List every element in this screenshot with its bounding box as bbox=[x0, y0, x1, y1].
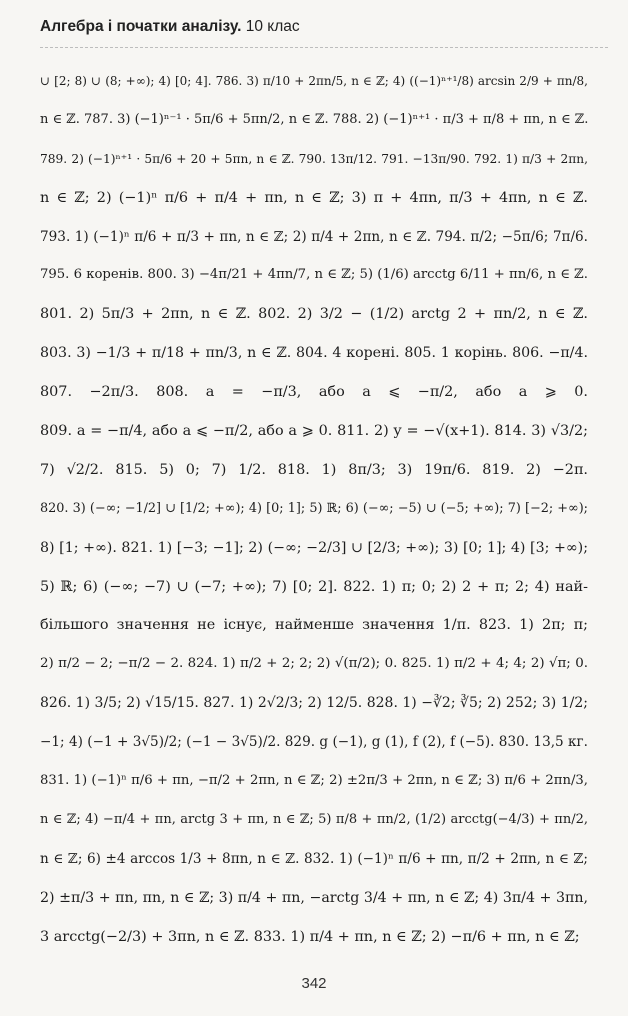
answer-line: 7) √2/2. 815. 5) 0; 7) 1/2. 818. 1) 8π/3; 3) 19π/6. 819. 2) −2π. bbox=[40, 461, 588, 478]
answer-line: 801. 2) 5π/3 + 2πn, n ∈ ℤ. 802. 2) 3/2 − (1/2) arctg 2 + πn/2, n ∈ ℤ. bbox=[40, 306, 588, 323]
answer-line: 795. 6 коренів. 800. 3) −4π/21 + 4πn/7, n ∈ ℤ; 5) (1/6) arcctg 6/11 + πn/6, n ∈ ℤ. bbox=[40, 267, 588, 283]
answer-line: 5) ℝ; 6) (−∞; −7) ∪ (−7; +∞); 7) [0; 2]. 822. 1) π; 0; 2) 2 + π; 2; 4) най- bbox=[40, 578, 588, 595]
answer-line: 803. 3) −1/3 + π/18 + πn/3, n ∈ ℤ. 804. 4 корені. 805. 1 корінь. 806. −π/4. bbox=[40, 345, 588, 362]
answer-line: 831. 1) (−1)ⁿ π/6 + πn, −π/2 + 2πn, n ∈ ℤ; 2) ±2π/3 + 2πn, n ∈ ℤ; 3) π/6 + 2πn/3, bbox=[40, 773, 588, 789]
page-number: 342 bbox=[301, 975, 327, 992]
answer-line: n ∈ ℤ; 2) (−1)ⁿ π/6 + π/4 + πn, n ∈ ℤ; 3) π + 4πn, π/3 + 4πn, n ∈ ℤ. bbox=[40, 189, 588, 206]
answers-block bbox=[40, 62, 588, 956]
answer-line: 8) [1; +∞). 821. 1) [−3; −1]; 2) (−∞; −2/3] ∪ [2/3; +∞); 3) [0; 1]; 4) [3; +∞); bbox=[40, 539, 588, 556]
answer-line: −1; 4) (−1 + 3√5)/2; (−1 − 3√5)/2. 829. g (−1), g (1), f (2), f (−5). 830. 13,5 кг. bbox=[40, 734, 588, 751]
answer-line: більшого значення не існує, найменше значення 1/π. 823. 1) 2π; π; bbox=[40, 617, 588, 634]
answer-line: n ∈ ℤ; 6) ±4 arccos 1/3 + 8πn, n ∈ ℤ. 832. 1) (−1)ⁿ π/6 + πn, π/2 + 2πn, n ∈ ℤ; bbox=[40, 850, 588, 867]
answer-line: 826. 1) 3/5; 2) √15/15. 827. 1) 2√2/3; 2) 12/5. 828. 1) −∛2; ∛5; 2) 252; 3) 1/2; bbox=[40, 695, 588, 712]
answer-line: 807. −2π/3. 808. a = −π/3, або a ⩽ −π/2, або a ⩾ 0. bbox=[40, 384, 588, 401]
answer-line: 809. a = −π/4, або a ⩽ −π/2, або a ⩾ 0. 811. 2) y = −√(x+1). 814. 3) √3/2; bbox=[40, 423, 588, 440]
answer-line: ∪ [2; 8) ∪ (8; +∞); 4) [0; 4]. 786. 3) π/10 + 2πn/5, n ∈ ℤ; 4) ((−1)ⁿ⁺¹/8) arcsin 2/9 + πn/8, bbox=[40, 74, 588, 88]
answer-line: 820. 3) (−∞; −1/2] ∪ [1/2; +∞); 4) [0; 1]; 5) ℝ; 6) (−∞; −5) ∪ (−5; +∞); 7) [−2; +∞); bbox=[40, 500, 588, 516]
answer-line: n ∈ ℤ; 4) −π/4 + πn, arctg 3 + πn, n ∈ ℤ; 5) π/8 + πn/2, (1/2) arcctg(−4/3) + πn/2, bbox=[40, 811, 588, 827]
answer-line: 3 arcctg(−2/3) + 3πn, n ∈ ℤ. 833. 1) π/4 + πn, n ∈ ℤ; 2) −π/6 + πn, n ∈ ℤ; bbox=[40, 928, 580, 945]
answer-line: n ∈ ℤ. 787. 3) (−1)ⁿ⁻¹ · 5π/6 + 5πn/2, n ∈ ℤ. 788. 2) (−1)ⁿ⁺¹ · π/3 + π/8 + πn, n ∈ ℤ. bbox=[40, 111, 588, 127]
answer-line: 2) ±π/3 + πn, πn, n ∈ ℤ; 3) π/4 + πn, −arctg 3/4 + πn, n ∈ ℤ; 4) 3π/4 + 3πn, bbox=[40, 889, 588, 906]
answer-line: 793. 1) (−1)ⁿ π/6 + π/3 + πn, n ∈ ℤ; 2) π/4 + 2πn, n ∈ ℤ. 794. π/2; −5π/6; 7π/6. bbox=[40, 228, 588, 245]
answer-line: 789. 2) (−1)ⁿ⁺¹ · 5π/6 + 20 + 5πn, n ∈ ℤ. 790. 13π/12. 791. −13π/90. 792. 1) π/3 + 2πn, bbox=[40, 151, 588, 166]
answer-line: 2) π/2 − 2; −π/2 − 2. 824. 1) π/2 + 2; 2; 2) √(π/2); 0. 825. 1) π/2 + 4; 4; 2) √π; 0. bbox=[40, 656, 588, 672]
running-header bbox=[40, 18, 608, 36]
header-divider bbox=[40, 47, 608, 48]
grade-label: 10 клас bbox=[245, 18, 300, 35]
book-title: Алгебра і початки аналізу. bbox=[40, 18, 242, 35]
